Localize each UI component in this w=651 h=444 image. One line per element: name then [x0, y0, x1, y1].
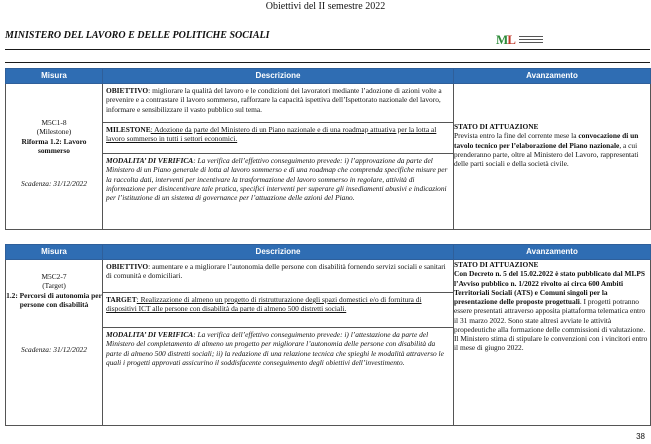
header-misura: Misura — [6, 245, 103, 260]
misura-cell — [6, 84, 103, 230]
verifica-text: : La verifica dell’effettivo conseguimento prevede: i) l’approvazione da parte del Ministero di un Piano generale di lotta al lavoro sommerso e di una roadmap che comprenda specifiche misure per la raccolta dati, interventi per incentivare la trasformazione del lavoro sommerso in regolare, attività di informazione per disincentivare tale pratica, specifici interventi per superare gli insediamenti abusivi e indicazioni per l’istituzione di un sistema di governance per l’attuazione delle azioni del Piano. — [106, 156, 448, 202]
milestone-block — [103, 123, 453, 154]
avanzamento-cell — [454, 84, 651, 230]
descrizione-cell — [103, 84, 454, 230]
stato-label: STATO DI ATTUAZIONE — [454, 260, 539, 269]
misura-cell — [6, 260, 103, 426]
measure-deadline: Scadenza: 31/12/2022 — [21, 179, 87, 188]
measure-reform: 1.2: Percorsi di autonomia per persone con disabilità — [6, 290, 102, 309]
page-title: Obiettivi del II semestre 2022 — [265, 1, 386, 12]
stato-label: STATO DI ATTUAZIONE — [454, 122, 539, 131]
ministry-title: MINISTERO DEL LAVORO E DELLE POLITICHE SOCIALI — [5, 30, 270, 41]
header-misura: Misura — [6, 69, 103, 84]
measure-code: M5C2-7 — [41, 272, 67, 281]
header-avanzamento: Avanzamento — [454, 69, 651, 84]
measure-table-1 — [5, 68, 651, 230]
stato-text: . I progetti potranno essere presentati attraverso apposita piattaforma telematica entro il 31 marzo 2022. Sono state altresì avviate le attività propedeutiche alla formazione delle commissioni di valutazione. Il Ministero stima di stipulare le convenzioni con i vincitori entro il mese di giugno 2022. — [454, 297, 648, 353]
obiettivo-block — [103, 84, 453, 123]
stato-text-1: Prevista entro la fine del corrente mese la — [454, 131, 579, 141]
obiettivo-text: : aumentare e a migliorare l’autonomia delle persone con disabilità fornendo servizi sociali e sanitari di comunità e domiciliari. — [106, 262, 446, 281]
measure-reform: Riforma 1.2: Lavoro sommerso — [21, 136, 87, 155]
measure-deadline: Scadenza: 31/12/2022 — [21, 345, 87, 354]
header-rule — [5, 49, 650, 50]
header-avanzamento: Avanzamento — [454, 245, 651, 260]
verifica-block — [103, 328, 453, 369]
measure-type: (Target) — [42, 281, 66, 291]
obiettivo-label: OBIETTIVO — [106, 86, 149, 95]
measure-type: (Milestone) — [36, 127, 72, 137]
descrizione-cell — [103, 260, 454, 426]
target-text: : Realizzazione di almeno un progetto di ristrutturazione degli spazi domestici e/o di fornitura di dispositivi ICT alle persone con disabilità da parte di almeno 500 distretti sociali. — [106, 295, 422, 314]
obiettivo-text: : migliorare la qualità del lavoro e le condizioni dei lavoratori mediante l’adozione di azioni volte a prevenire e a contrastare il lavoro sommerso, rafforzare la capacità ispettiva dell’Ispettorato nazionale del lavoro, informare e sensibilizzare il vasto pubblico sul tema. — [106, 86, 442, 114]
stato-bold: convocazione di un tavolo tecnico per l’elaborazione del Piano nazionale — [454, 131, 639, 150]
ministry-logo: M L — [496, 30, 552, 48]
page-number: 38 — [636, 432, 645, 441]
obiettivo-label: OBIETTIVO — [106, 262, 149, 271]
target-block — [103, 293, 453, 328]
avanzamento-cell — [454, 260, 651, 426]
measure-table-2 — [5, 244, 651, 426]
milestone-text: : Adozione da parte del Ministero di un Piano nazionale e di una roadmap attuativa per la lotta al lavoro sommerso in tutti i settori economici. — [106, 125, 437, 144]
obiettivo-block — [103, 260, 453, 293]
target-label: TARGET — [106, 295, 137, 304]
header-descrizione: Descrizione — [103, 245, 454, 260]
stato-bold: Con Decreto n. 5 del 15.02.2022 è stato pubblicato dal MLPS l’Avviso pubblico n. 1/2022 rivolto ai circa 600 Ambiti Territoriali Sociali (ATS) e Comuni singoli per la presentazione delle proposte progettuali — [454, 269, 645, 306]
verifica-block — [103, 154, 453, 204]
milestone-label: MILESTONE — [106, 125, 151, 134]
verifica-label: MODALITA’ DI VERIFICA — [106, 330, 194, 339]
verifica-text: : La verifica dell’effettivo conseguimento prevede: i) l’attestazione da parte del Ministero del completamento di almeno un progetto per migliorare l’autonomia delle persone con disabilità da parte di almeno 500 distretti sociali; ii) la redazione di una relazione tecnica che spieghi le modalità attraverso le quali i progetti approvati assicurino il soddisfacente conseguimento degli obiettivi dell’investimento. — [106, 330, 444, 367]
measure-code: M5C1-8 — [41, 118, 67, 127]
stato-text-2: , a cui prenderanno parte, oltre al Ministero del Lavoro, rappresentati delle parti sociali e della società civile. — [454, 140, 639, 168]
verifica-label: MODALITA’ DI VERIFICA — [106, 156, 194, 165]
header-rule-2 — [5, 62, 650, 63]
header-descrizione: Descrizione — [103, 69, 454, 84]
